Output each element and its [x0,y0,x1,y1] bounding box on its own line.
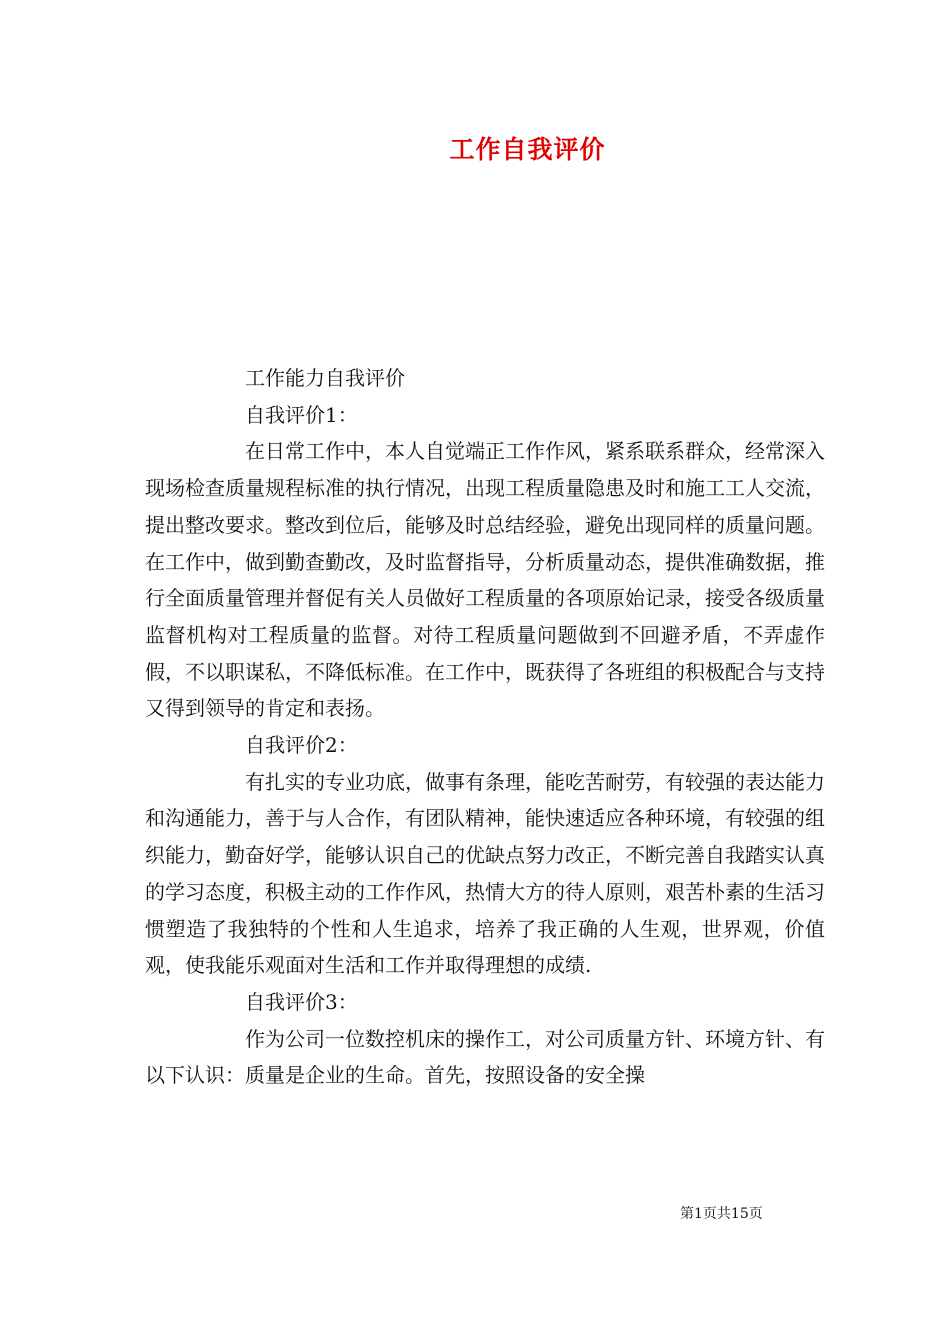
evaluation-paragraph-2: 有扎实的专业功底，做事有条理，能吃苦耐劳，有较强的表达能力和沟通能力，善于与人合作，有团队精神，能快速适应各种环境，有较强的组织能力，勤奋好学，能够认识自己的优缺点努力改正，不断完善自我踏实认真的学习态度，积极主动的工作作风，热情大方的待人原则，艰苦朴素的生活习惯塑造了我独特的个性和人生追求，培养了我正确的人生观，世界观，价值观，使我能乐观面对生活和工作并取得理想的成绩. [145,769,825,978]
page-number: 第1页共15页 [680,1206,763,1222]
section-heading: 工作能力自我评价 [245,366,405,390]
evaluation-paragraph-1: 在日常工作中，本人自觉端正工作作风，紧系联系群众，经常深入现场检查质量规程标准的执行情况，出现工程质量隐患及时和施工工人交流，提出整改要求。整改到位后，能够及时总结经验，避免出现同样的质量问题。在工作中，做到勤查勤改，及时监督指导，分析质量动态，提供准确数据，推行全面质量管理并督促有关人员做好工程质量的各项原始记录，接受各级质量监督机构对工程质量的监督。对待工程质量问题做到不回避矛盾，不弄虚作假，不以职谋私，不降低标准。在工作中，既获得了各班组的积极配合与支持又得到领导的肯定和表扬。 [145,439,825,721]
evaluation-paragraph-3: 作为公司一位数控机床的操作工，对公司质量方针、环境方针、有以下认识：质量是企业的生命。首先，按照设备的安全操 [145,1026,825,1088]
document-body [145,360,825,1094]
document-title: 工作自我评价 [449,135,606,164]
evaluation-label-2: 自我评价2： [245,733,358,758]
evaluation-label-1: 自我评价1： [245,402,358,427]
evaluation-label-3: 自我评价3： [245,989,358,1014]
